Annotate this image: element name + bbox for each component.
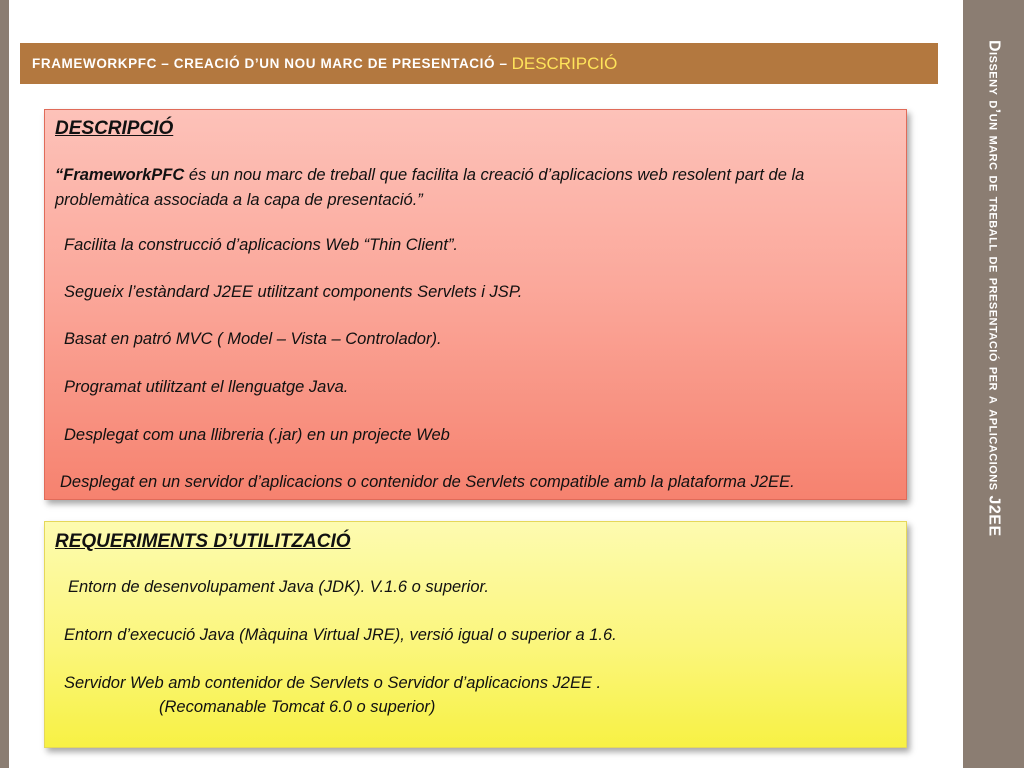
description-panel bbox=[44, 109, 907, 500]
quote-framework-name: “FrameworkPFC bbox=[55, 166, 185, 184]
side-title-container bbox=[963, 40, 1024, 660]
description-heading: DESCRIPCIÓ bbox=[55, 118, 174, 139]
requirements-panel bbox=[44, 521, 907, 748]
requirement-item: Servidor Web amb contenidor de Servlets o Servidor d’aplicacions J2EE . bbox=[64, 674, 602, 692]
slide-title: FRAMEWORKPFC – CREACIÓ D’UN NOU MARC DE PRESENTACIÓ – bbox=[32, 56, 508, 71]
left-decorative-bar bbox=[0, 0, 9, 768]
description-item: Desplegat en un servidor d’aplicacions o contenidor de Servlets compatible amb la plataforma J2EE. bbox=[60, 473, 795, 491]
description-item: Programat utilitzant el llenguatge Java. bbox=[64, 378, 349, 396]
slide-title-accent: DESCRIPCIÓ bbox=[511, 53, 618, 73]
description-item: Desplegat com una llibreria (.jar) en un projecte Web bbox=[64, 426, 450, 444]
side-title: Disseny d’un marc de treball de presentació per a aplicacions J2EE bbox=[985, 40, 1003, 537]
description-quote bbox=[55, 163, 885, 213]
description-item: Facilita la construcció d’aplicacions Web “Thin Client”. bbox=[64, 236, 459, 254]
description-item: Segueix l’estàndard J2EE utilitzant components Servlets i JSP. bbox=[64, 283, 523, 301]
requirement-item: (Recomanable Tomcat 6.0 o superior) bbox=[159, 698, 436, 716]
requirements-heading: REQUERIMENTS D’UTILITZACIÓ bbox=[55, 531, 351, 552]
requirement-item: Entorn d’execució Java (Màquina Virtual JRE), versió igual o superior a 1.6. bbox=[64, 626, 617, 644]
requirement-item: Entorn de desenvolupament Java (JDK). V.1.6 o superior. bbox=[68, 578, 489, 596]
slide-title-bar bbox=[20, 43, 938, 84]
description-item: Basat en patró MVC ( Model – Vista – Controlador). bbox=[64, 330, 442, 348]
quote-text: és un nou marc de treball que facilita la creació d’aplicacions web resolent part de la problemàtica associada a la capa de presentació.” bbox=[55, 166, 805, 209]
